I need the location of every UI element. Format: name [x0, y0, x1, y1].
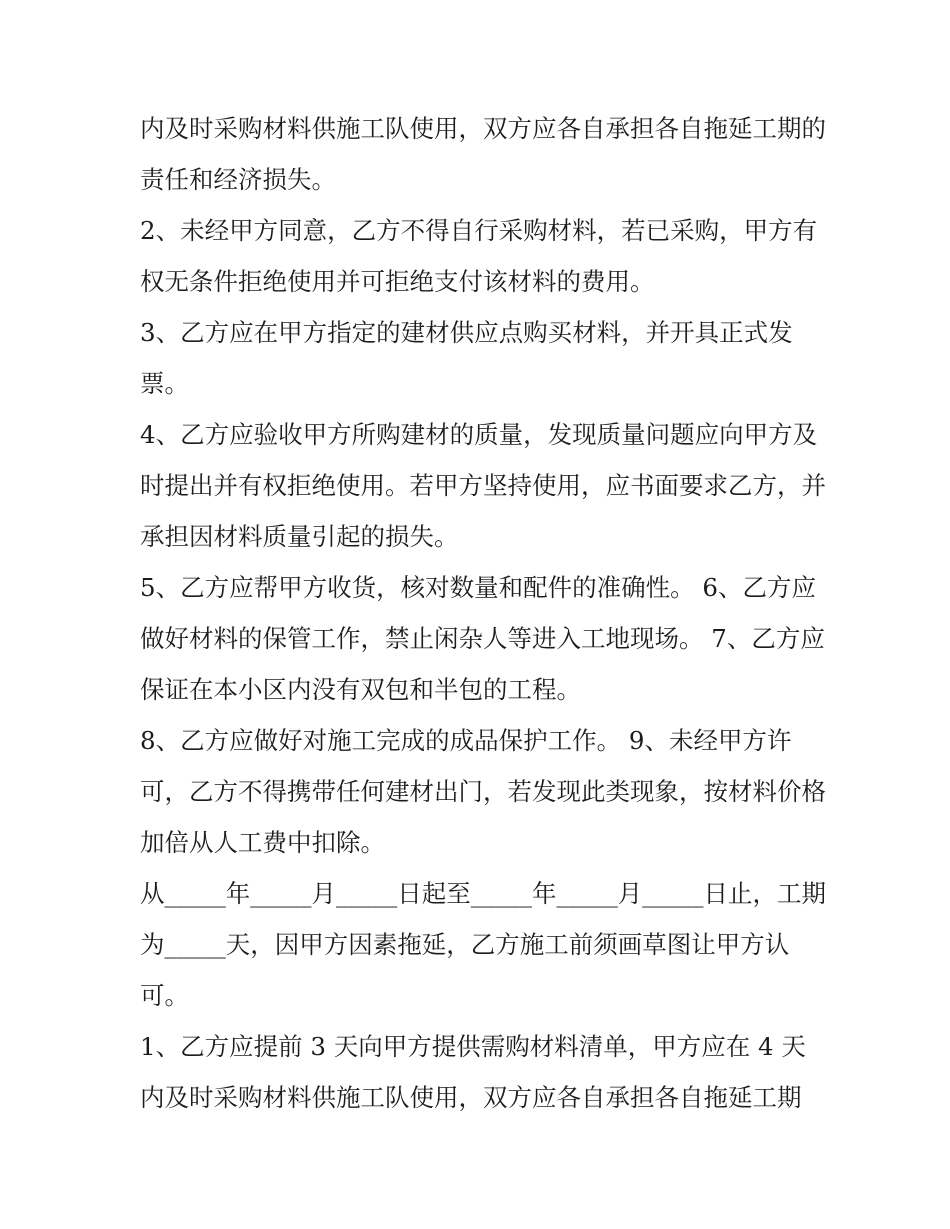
paragraph-schedule: 从_____年_____月_____日起至_____年_____月_____日止，工期为_____天，因甲方因素拖延，乙方施工前须画草图让甲方认可。: [140, 879, 826, 1010]
paragraph-continuation: 内及时采购材料供施工队使用，双方应各自承担各自拖延工期的责任和经济损失。: [140, 114, 826, 194]
paragraph-clause-5-7: 5、乙方应帮甲方收货，核对数量和配件的准确性。 6、乙方应做好材料的保管工作，禁止闲杂人等进入工地现场。 7、乙方应保证在本小区内没有双包和半包的工程。: [140, 573, 825, 704]
paragraph-clause-2: 2、未经甲方同意，乙方不得自行采购材料，若已采购，甲方有权无条件拒绝使用并可拒绝支付该材料的费用。: [140, 216, 818, 296]
paragraph-clause-4: 4、乙方应验收甲方所购建材的质量，发现质量问题应向甲方及时提出并有权拒绝使用。若甲方坚持使用，应书面要求乙方，并承担因材料质量引起的损失。: [140, 420, 826, 551]
document-body: [140, 103, 830, 1123]
paragraph-clause-1: 1、乙方应提前 3 天向甲方提供需购材料清单，甲方应在 4 天内及时采购材料供施工队使用，双方应各自承担各自拖延工期: [140, 1032, 806, 1112]
paragraph-clause-3: 3、乙方应在甲方指定的建材供应点购买材料，并开具正式发票。: [140, 318, 793, 398]
paragraph-clause-8-9: 8、乙方应做好对施工完成的成品保护工作。 9、未经甲方许可，乙方不得携带任何建材出门，若发现此类现象，按材料价格加倍从人工费中扣除。: [140, 726, 826, 857]
